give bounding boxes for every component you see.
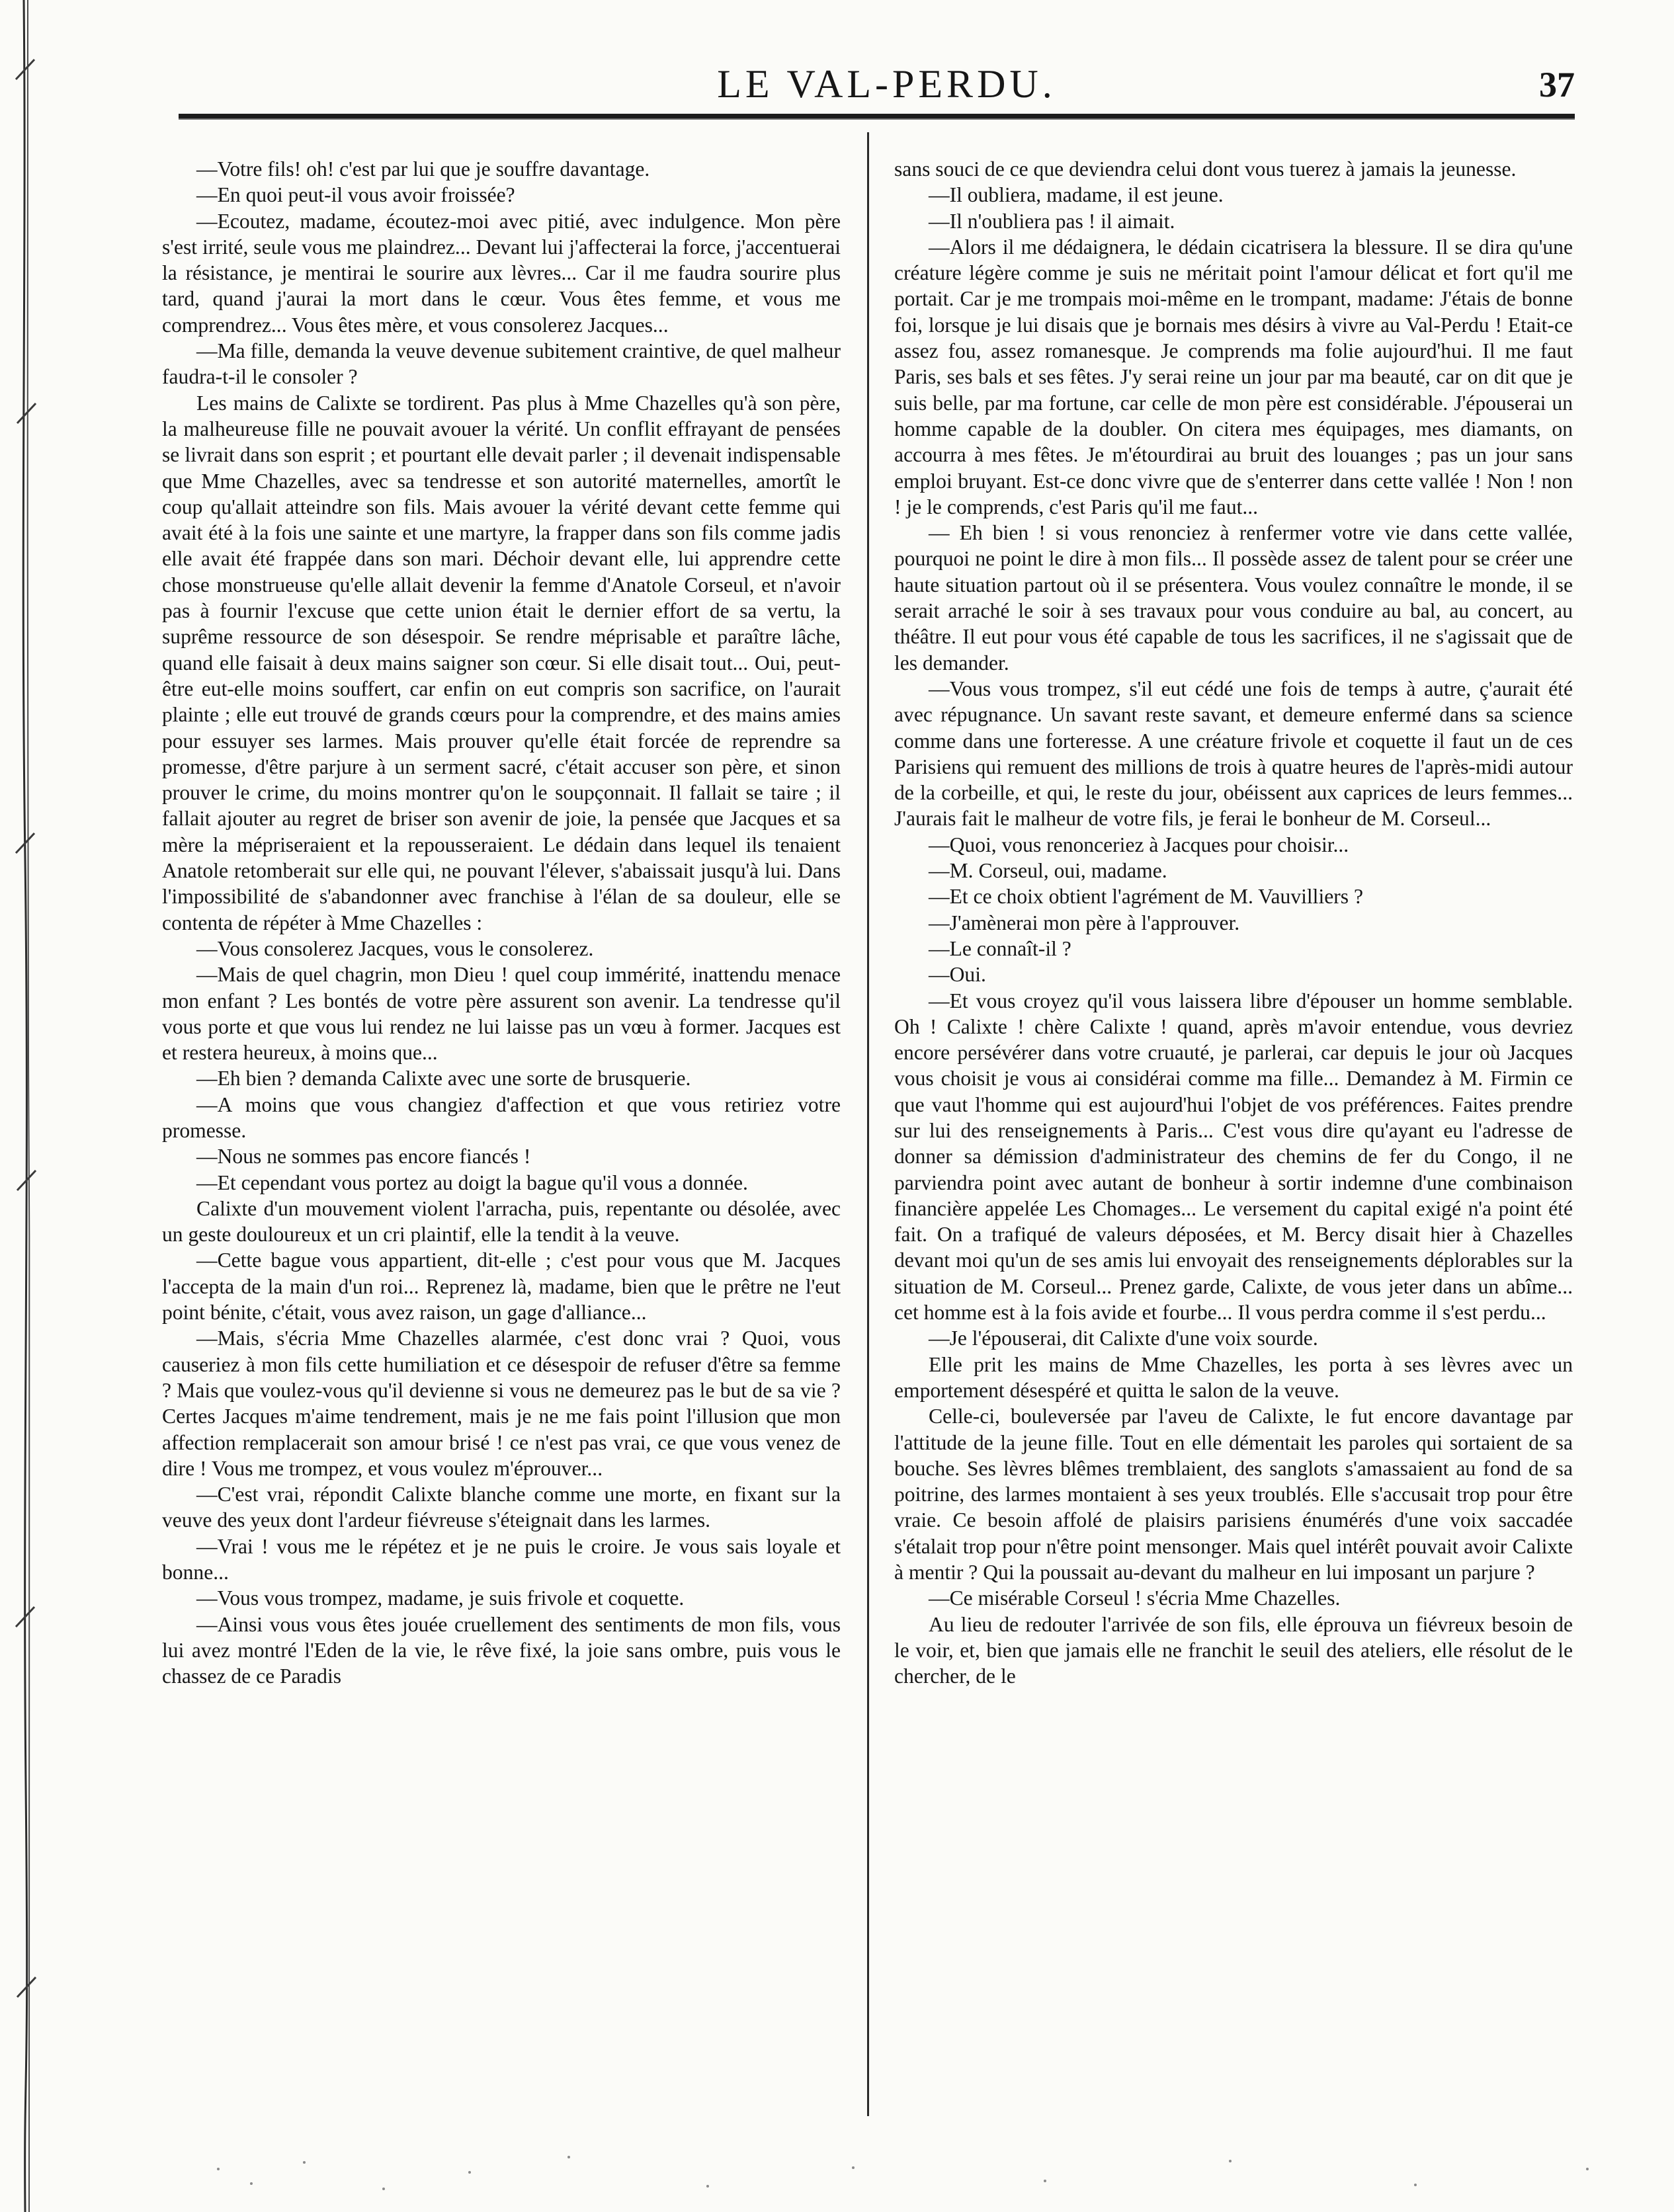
right-column-paragraph: —Quoi, vous renonceriez à Jacques pour choisir... — [929, 833, 1349, 856]
page-number: 37 — [1539, 65, 1575, 104]
right-column-paragraph: —Et vous croyez qu'il vous laissera libre d'épouser un homme semblable. Oh ! Calixte ! chère Calixte ! quand, après m'avoir entendue, vous devriez encore persévérer dans votre cruauté, je parlerai, car depuis le jour où Jacques vous choisit je vous ai considérai comme ma fille... Demandez à M. Firmin ce que vaut l'homme qui est aujourd'hui l'objet de vos préférences. Faites prendre sur lui des renseignements à Paris... C'est vous dire qu'ayant eu l'adresse de donner sa démission d'administrateur des chemins de fer du Congo, il ne parviendra point avec autant de bonheur à sortir indemne d'une combinaison financière appelée Les Chomages... Le versement du capital exigé n'a point été fait. On a trafiqué de valeurs déposées, et M. Bercy disait hier à Chazelles devant moi qu'un de ses amis lui envoyait des renseignements déplorables sur la situation de M. Corseul... Prenez garde, Calixte, de vous jeter dans un abîme... cet homme est à la fois avide et fourbe... Il vous perdra comme il s'est perdu... — [894, 989, 1573, 1325]
left-column-paragraph: —Eh bien ? demanda Calixte avec une sorte de brusquerie. — [196, 1067, 691, 1090]
right-column-paragraph: —Et ce choix obtient l'agrément de M. Vauvilliers ? — [929, 885, 1363, 909]
left-column-paragraph: —Votre fils! oh! c'est par lui que je souffre davantage. — [196, 157, 650, 181]
running-title: LE VAL-PERDU. — [717, 62, 1056, 106]
left-column-paragraph: Calixte d'un mouvement violent l'arracha, puis, repentante ou désolée, avec un geste douloureux et un cri plaintif, elle la tendit à la veuve. — [162, 1196, 841, 1247]
right-column-paragraph: —M. Corseul, oui, madame. — [929, 859, 1167, 883]
left-column-paragraph: —Vous vous trompez, madame, je suis frivole et coquette. — [196, 1586, 685, 1610]
right-column-paragraph: —Ce misérable Corseul ! s'écria Mme Chazelles. — [929, 1586, 1341, 1610]
right-column-paragraph: —Oui. — [929, 963, 986, 987]
left-column-paragraph: —Et cependant vous portez au doigt la bague qu'il vous a donnée. — [196, 1170, 748, 1194]
left-column-paragraph: —Nous ne sommes pas encore fiancés ! — [196, 1145, 531, 1168]
right-column-paragraph: —J'amènerai mon père à l'approuver. — [929, 911, 1240, 934]
header-rule — [179, 114, 1575, 120]
right-text-column — [894, 156, 1573, 1690]
left-column-paragraph: —Ecoutez, madame, écoutez-moi avec pitié, avec indulgence. Mon père s'est irrité, seule vous me plaindrez... Devant lui j'affecterai la force, j'accentuerai la résistance, je mentirai le sourire aux lèvres... Car il me faudra sourire plus tard, quand j'aurai la mort dans le cœur. Vous êtes femme, et vous me comprendrez... Vous êtes mère, et vous consolerez Jacques... — [162, 209, 841, 337]
right-column-paragraph: sans souci de ce que deviendra celui dont vous tuerez à jamais la jeunesse. — [894, 157, 1517, 181]
right-column-paragraph: Celle-ci, bouleversée par l'aveu de Calixte, le fut encore davantage par l'attitude de la jeune fille. Tout en elle démentait les paroles qui sortaient de sa bouche. Ses lèvres blêmes tremblaient, des sanglots s'amassaient au fond de sa poitrine, des larmes montaient à ses yeux troublés. Elle s'accusait trop pour être vraie. Ce besoin affolé de plaisirs parisiens énumérés d'une voix saccadée s'étalait trop pour n'être point mensonger. Mais quel intérêt pouvait avoir Calixte à mentir ? Qui la poussait au-devant du malheur en lui imposant un parjure ? — [894, 1405, 1573, 1584]
right-column-paragraph: Au lieu de redouter l'arrivée de son fils, elle éprouva un fiévreux besoin de le voir, et, bien que jamais elle ne franchit le seuil des ateliers, elle résolut de le chercher, de le — [894, 1612, 1573, 1688]
left-column-paragraph: —Ma fille, demanda la veuve devenue subitement craintive, de quel malheur faudra-t-il le consoler ? — [162, 339, 841, 389]
right-column-paragraph: Elle prit les mains de Mme Chazelles, les porta à ses lèvres avec un emportement désespéré et quitta le salon de la veuve. — [894, 1352, 1573, 1402]
left-column-paragraph: —Mais, s'écria Mme Chazelles alarmée, c'est donc vrai ? Quoi, vous causeriez à mon fils cette humiliation et ce désespoir de refuser d'être sa femme ? Mais que voulez-vous qu'il devienne si vous ne demeurez pas le but de sa vie ? Certes Jacques m'aime tendrement, mais je ne me fais point l'illusion que mon affection remplacerait son amour brisé ! ce n'est pas vrai, ce que vous venez de dire ! Vous me trompez, et vous voulez m'éprouver... — [162, 1327, 841, 1480]
left-column-paragraph: —Vrai ! vous me le répétez et je ne puis le croire. Je vous sais loyale et bonne... — [162, 1534, 841, 1584]
left-column-paragraph: —Ainsi vous vous êtes jouée cruellement des sentiments de mon fils, vous lui avez montré l'Eden de la vie, le rêve fixé, la joie sans ombre, puis vous le chassez de ce Paradis — [162, 1612, 841, 1688]
left-column-paragraph: —Vous consolerez Jacques, vous le consolerez. — [196, 936, 594, 960]
right-column-paragraph: —Vous vous trompez, s'il eut cédé une fois de temps à autre, ç'aurait été avec répugnance. Un savant reste savant, et demeure enfermé dans sa science comme dans une forteresse. A une créature frivole et coquette il faut un de ces Parisiens qui remuent des millions de trois à quatre heures de l'après-midi autour de la corbeille, et qui, le reste du jour, obéissent aux caprices de leurs femmes... J'aurais fait le malheur de votre fils, je ferai le bonheur de M. Corseul... — [894, 676, 1573, 831]
column-divider — [867, 132, 869, 2116]
left-column-paragraph: —Cette bague vous appartient, dit-elle ; c'est pour vous que M. Jacques l'accepta de la main d'un roi... Reprenez là, madame, bien que le prêtre ne l'eut point bénite, c'était, vous avez raison, un gage d'alliance... — [162, 1249, 841, 1325]
right-column-paragraph: —Alors il me dédaignera, le dédain cicatrisera la blessure. Il se dira qu'une créature légère comme je suis ne méritait point l'amour délicat et fort qu'il me portait. Car je me trompais moi-même en le trompant, madame: J'étais de bonne foi, lorsque je lui disais que je bornais mes désirs à vivre au Val-Perdu ! Etait-ce assez fou, assez romanesque. Je comprends ma folie aujourd'hui. Il me faut Paris, ses bals et ses fêtes. J'y serai reine un jour par ma beauté, car on dit que je suis belle, par ma fortune, car celle de mon père est considérable. J'épouserai un homme capable de la doubler. On citera mes équipages, mes diamants, on accourra à mes fêtes. Je m'étourdirai au bruit des louanges ; pas un jour sans emploi bruyant. Est-ce donc vivre que de s'enterrer dans cette vallée ! Non ! non ! je le comprends, c'est Paris qu'il me faut... — [894, 235, 1573, 518]
left-column-paragraph: —En quoi peut-il vous avoir froissée? — [196, 183, 515, 207]
right-column-paragraph: —Il n'oubliera pas ! il aimait. — [929, 209, 1175, 233]
left-column-paragraph: —Mais de quel chagrin, mon Dieu ! quel coup immérité, inattendu menace mon enfant ? Les bontés de votre père assurent son avenir. La tendresse qu'il vous porte et que vous lui rendez ne lui laisse pas un vœu à former. Jacques est et restera heureux, à moins que... — [162, 963, 841, 1065]
right-column-paragraph: — Eh bien ! si vous renonciez à renfermer votre vie dans cette vallée, pourquoi ne point le dire à mon fils... Il possède assez de talent pour se créer une haute situation partout où il se présentera. Vous voulez connaître le monde, il se serait arraché le soir à ses travaux pour vous conduire au bal, au concert, au théâtre. Il eut pour vous été capable de tous les sacrifices, il ne s'agissait que de les demander. — [894, 521, 1573, 675]
page-header — [179, 61, 1595, 120]
right-column-paragraph: —Le connaît-il ? — [929, 936, 1071, 960]
print-specks — [165, 2143, 1640, 2202]
binding-thread — [15, 0, 37, 2212]
right-column-paragraph: —Il oubliera, madame, il est jeune. — [929, 183, 1224, 207]
left-column-paragraph: Les mains de Calixte se tordirent. Pas plus à Mme Chazelles qu'à son père, la malheureuse fille ne pouvait avouer la vérité. Un conflit effrayant de pensées se livrait dans son esprit ; et pourtant elle devait parler ; il devenait indispensable que Mme Chazelles, avec sa tendresse et son autorité maternelles, amortît le coup qu'allait atteindre son fils. Mais avouer la vérité devant cette femme qui avait été à la fois une sainte et une martyre, la frapper dans son fils comme jadis elle avait été frappée dans son mari. Déchoir devant elle, lui apprendre cette chose monstrueuse qu'elle allait devenir la femme d'Anatole Corseul, et n'avoir pas à fournir l'excuse que cette union était le dernier effort de sa vertu, la suprême ressource de son désespoir. Se rendre méprisable et paraître lâche, quand elle faisait à deux mains saigner son cœur. Si elle disait tout... Oui, peut-être eut-elle moins souffert, car enfin on eut compris son sacrifice, on l'aurait plainte ; elle eut trouvé de grands cœurs pour la comprendre, et des mains amies pour essuyer ses larmes. Mais prouver qu'elle était forcée de reprendre sa promesse, d'être parjure à un serment sacré, c'était accuser son père, et sinon prouver le crime, du moins montrer qu'on le soupçonnait. Il fallait se taire ; il fallait ajouter au regret de briser son avenir de joie, la pensée que Jacques et sa mère la mépriseraient et la repousseraient. Le dédain dans lequel ils tenaient Anatole retomberait sur elle qui, ne pouvant l'élever, s'abaissait jusqu'à lui. Dans l'impossibilité de s'abandonner avec franchise à l'élan de sa douleur, elle se contenta de répéter à Mme Chazelles : — [162, 391, 841, 934]
left-text-column — [162, 156, 841, 1690]
right-column-paragraph: —Je l'épouserai, dit Calixte d'une voix sourde. — [929, 1327, 1318, 1350]
left-column-paragraph: —A moins que vous changiez d'affection et que vous retiriez votre promesse. — [162, 1092, 841, 1142]
left-column-paragraph: —C'est vrai, répondit Calixte blanche comme une morte, en fixant sur la veuve des yeux dont l'ardeur fiévreuse s'éteignait dans les larmes. — [162, 1483, 841, 1532]
